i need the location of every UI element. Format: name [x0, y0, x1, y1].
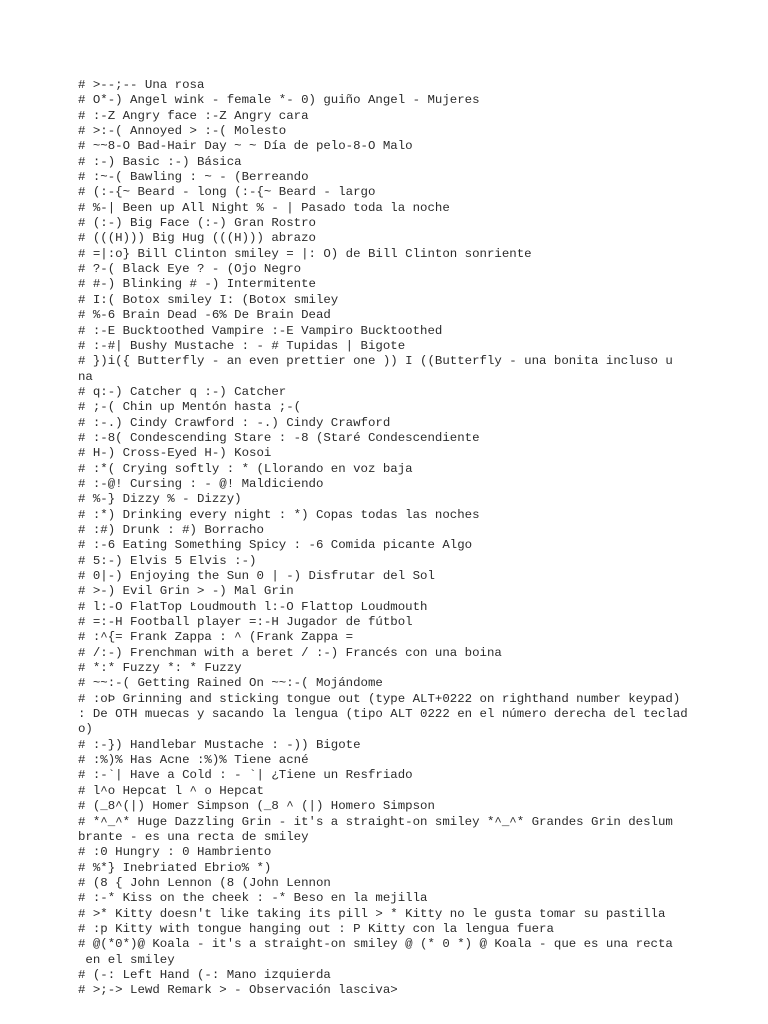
text-line: # (8 { John Lennon (8 (John Lennon [78, 875, 331, 890]
text-line: # :-E Bucktoothed Vampire :-E Vampiro Bucktoothed [78, 323, 443, 338]
text-line: # %*} Inebriated Ebrio% *) [78, 860, 272, 875]
text-line: na [78, 369, 93, 384]
text-line: # :oÞ Grinning and sticking tongue out (type ALT+0222 on righthand number keypad) [78, 691, 681, 706]
text-line: # :~-( Bawling : ~ - (Berreando [78, 170, 309, 185]
text-line: # l^o Hepcat l ^ o Hepcat [78, 783, 264, 798]
document-text [78, 78, 718, 999]
text-line: # *:* Fuzzy *: * Fuzzy [78, 661, 242, 676]
text-line: : De OTH muecas y sacando la lengua (tipo ALT 0222 en el número derecha del teclad [78, 707, 688, 722]
text-line: # :-8( Condescending Stare : -8 (Staré Condescendiente [78, 430, 480, 445]
text-line: o) [78, 722, 93, 737]
text-line: # :*( Crying softly : * (Llorando en voz baja [78, 461, 413, 476]
text-line: # /:-) Frenchman with a beret / :-) Francés con una boina [78, 645, 502, 660]
text-line: # >* Kitty doesn't like taking its pill > * Kitty no le gusta tomar su pastilla [78, 906, 666, 921]
text-line: # :-* Kiss on the cheek : -* Beso en la mejilla [78, 891, 428, 906]
text-line: # :-}) Handlebar Mustache : -)) Bigote [78, 737, 361, 752]
text-line: # :-#| Bushy Mustache : - # Tupidas | Bigote [78, 338, 406, 353]
text-line: # :#) Drunk : #) Borracho [78, 522, 264, 537]
text-line: # (((H))) Big Hug (((H))) abrazo [78, 231, 316, 246]
text-line: # :*) Drinking every night : *) Copas todas las noches [78, 507, 480, 522]
text-line: # ?-( Black Eye ? - (Ojo Negro [78, 262, 302, 277]
text-line: # O*-) Angel wink - female *- 0) guiño Angel - Mujeres [78, 93, 480, 108]
text-line: # q:-) Catcher q :-) Catcher [78, 384, 287, 399]
text-line: # %-} Dizzy % - Dizzy) [78, 492, 242, 507]
text-line: # *^_^* Huge Dazzling Grin - it's a straight-on smiley *^_^* Grandes Grin deslum [78, 814, 673, 829]
text-line: # %-| Been up All Night % - | Pasado toda la noche [78, 200, 450, 215]
text-line: brante - es una recta de smiley [78, 829, 309, 844]
text-line: # ~~:-( Getting Rained On ~~:-( Mojándome [78, 676, 383, 691]
text-line: en el smiley [78, 952, 175, 967]
text-line: # ;-( Chin up Mentón hasta ;-( [78, 400, 302, 415]
text-line: # ~~8-O Bad-Hair Day ~ ~ Día de pelo-8-O Malo [78, 139, 413, 154]
text-line: # (-: Left Hand (-: Mano izquierda [78, 967, 331, 982]
text-line: # #-) Blinking # -) Intermitente [78, 277, 316, 292]
text-line: # 0|-) Enjoying the Sun 0 | -) Disfrutar del Sol [78, 569, 435, 583]
text-line: # :-) Basic :-) Básica [78, 154, 242, 169]
text-line: # :-@! Cursing : - @! Maldiciendo [78, 476, 324, 491]
text-line: # :-Z Angry face :-Z Angry cara [78, 108, 309, 123]
text-line: # (_8^(|) Homer Simpson (_8 ^ (|) Homero Simpson [78, 799, 435, 814]
text-line: # :^{= Frank Zappa : ^ (Frank Zappa = [78, 630, 354, 645]
text-line: # =:-H Football player =:-H Jugador de fútbol [78, 615, 413, 630]
text-line: # })i({ Butterfly - an even prettier one )) I ((Butterfly - una bonita incluso u [78, 354, 673, 369]
text-line: # (:-) Big Face (:-) Gran Rostro [78, 216, 316, 231]
text-line: # I:( Botox smiley I: (Botox smiley [78, 292, 339, 307]
text-line: # >-) Evil Grin > -) Mal Grin [78, 584, 294, 599]
text-line: # 5:-) Elvis 5 Elvis :-) [78, 553, 257, 568]
text-line: # @(*0*)@ Koala - it's a straight-on smiley @ (* 0 *) @ Koala - que es una recta [78, 937, 673, 952]
text-line: # :p Kitty with tongue hanging out : P Kitty con la lengua fuera [78, 921, 554, 936]
text-line: # :-`| Have a Cold : - `| ¿Tiene un Resfriado [78, 768, 413, 783]
text-line: # %-6 Brain Dead -6% De Brain Dead [78, 308, 331, 323]
text-line: # :%)% Has Acne :%)% Tiene acné [78, 753, 309, 768]
text-line: # =|:o} Bill Clinton smiley = |: O) de Bill Clinton sonriente [78, 246, 532, 261]
text-line: # H-) Cross-Eyed H-) Kosoi [78, 446, 272, 461]
text-line: # :-.) Cindy Crawford : -.) Cindy Crawford [78, 415, 391, 430]
text-line: # >:-( Annoyed > :-( Molesto [78, 124, 287, 139]
text-line: # (:-{~ Beard - long (:-{~ Beard - largo [78, 185, 376, 200]
text-line: # :-6 Eating Something Spicy : -6 Comida picante Algo [78, 538, 473, 553]
text-line: # >--;-- Una rosa [78, 78, 205, 92]
text-line: # :0 Hungry : 0 Hambriento [78, 845, 272, 860]
text-line: # l:-O FlatTop Loudmouth l:-O Flattop Loudmouth [78, 599, 428, 614]
text-line: # >;-> Lewd Remark > - Observación lasciva> [78, 983, 398, 998]
